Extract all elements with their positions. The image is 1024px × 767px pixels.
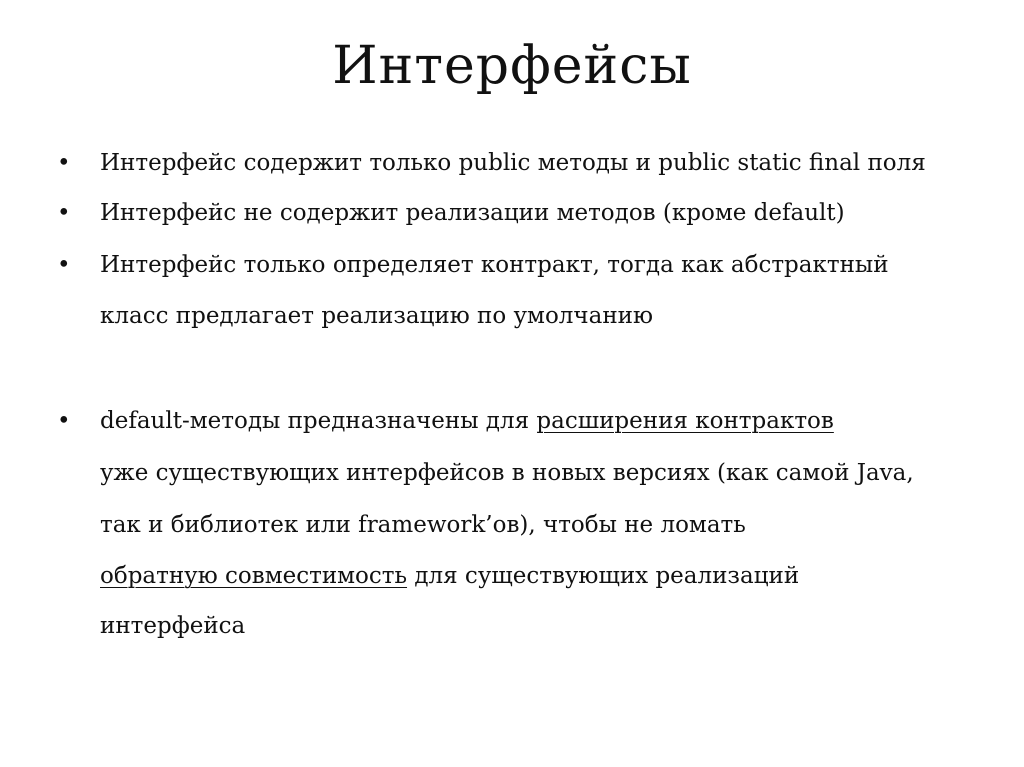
bullet-4-line-5: интерфейса [100,613,246,639]
backward-compat-link[interactable]: обратную совместимость [100,563,408,589]
bullet-marker: • [57,408,71,434]
bullet-marker: • [57,200,71,226]
bullet-4-line-4-text: для существующих реализаций [407,563,800,589]
extend-contracts-link[interactable]: расширения контрактов [536,408,834,434]
bullet-4-line-2: уже существующих интерфейсов в новых версиях (как самой Java, [100,460,914,486]
bullet-3-line-2: класс предлагает реализацию по умолчанию [100,303,653,329]
bullet-4-line-4 [100,561,799,591]
bullet-2-text: Интерфейс не содержит реализации методов (кроме default) [100,200,845,226]
bullet-1-text: Интерфейс содержит только public методы и public static final поля [100,150,926,176]
bullet-marker: • [57,150,71,176]
bullet-4-line-3: так и библиотек или framework’ов), чтобы не ломать [100,512,746,538]
bullet-4-line-1 [100,406,834,436]
bullet-marker: • [57,252,71,278]
bullet-3-line-1: Интерфейс только определяет контракт, тогда как абстрактный [100,252,889,278]
bullet-4-line-1-text: default-методы предназначены для [100,408,537,434]
slide-title: Интерфейсы [332,36,692,96]
